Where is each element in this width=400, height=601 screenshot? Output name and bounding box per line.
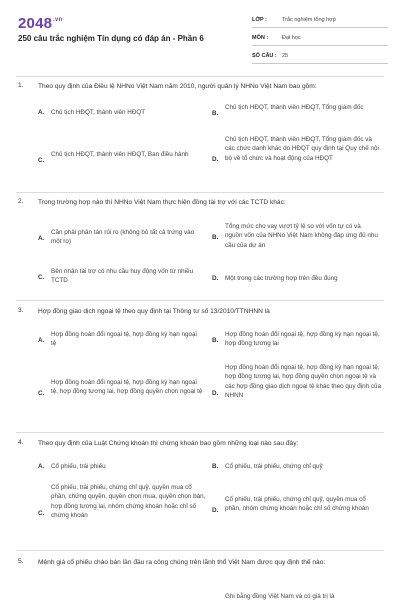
option-text: Cổ phiếu, trái phiếu xyxy=(51,463,106,470)
option-letter: D. xyxy=(212,390,219,397)
option-text: Hợp đồng hoán đổi ngoại tệ, hợp đồng kỳ hạn ngoại tệ, hợp đồng tương lai xyxy=(225,331,380,348)
option-text: Chủ tịch HĐQT, thành viên HĐQT, Tổng giám đốc và các chức danh khác do HĐQT quy định tại Quy chế nội bộ về tổ chức và hoạt động của HĐQT xyxy=(225,136,379,162)
option-letter: B. xyxy=(212,337,219,344)
divider xyxy=(16,192,384,193)
option-letter: D. xyxy=(212,156,219,163)
option-letter: A. xyxy=(38,235,45,242)
question-text: Trong trường hợp nào thì NHNo Việt Nam thực hiện đồng tài trợ với các TCTD khác: xyxy=(38,199,286,206)
option-letter: C. xyxy=(38,510,45,517)
option-letter: C. xyxy=(38,390,45,397)
meta-key: LỚP : xyxy=(252,16,267,23)
document-header xyxy=(0,0,400,66)
option-text: Một trong các trường hợp trên đều đúng xyxy=(225,275,338,282)
logo-suffix: .vn xyxy=(53,17,63,23)
option-text: Cổ phiếu, trái phiếu, chứng chỉ quỹ, quyền mua cổ phần, nhóm chứng khoán hoặc chỉ số chứng khoán xyxy=(225,496,369,513)
question-text: Mệnh giá cổ phiếu chào bán lần đầu ra công chúng trên lãnh thổ Việt Nam được quy định thế nào: xyxy=(38,559,326,566)
option-text: Cổ phiếu, trái phiếu, chứng chỉ quỹ xyxy=(225,463,323,470)
option-text: Chủ tịch HĐQT, thành viên HĐQT xyxy=(51,109,146,116)
meta-row-class xyxy=(252,12,388,28)
question-text: Hợp đồng giao dịch ngoại tệ theo quy định tại Thông tư số 13/2010/TTNHNN là xyxy=(38,308,270,315)
option-letter: C. xyxy=(38,274,45,281)
question-number: 2. xyxy=(18,198,24,205)
question-text: Theo quy định của Điều lệ NHNo Việt Nam năm 2010, người quản lý NHNo Việt Nam bao gồm: xyxy=(38,83,317,90)
option-text: Hợp đồng hoán đổi ngoại tệ, hợp đồng kỳ hạn ngoại tệ, hợp đồng tương lai, hợp đồng quyền chọn ngoại tệ xyxy=(51,379,203,396)
logo-text: 2048 xyxy=(18,15,53,32)
option-letter: B. xyxy=(212,110,219,117)
option-text: Ghi bằng đồng Việt Nam và có giá trị là xyxy=(225,593,335,600)
option-letter: D. xyxy=(212,507,219,514)
option-text: Chủ tịch HĐQT, thành viên HĐQT, Tổng giám đốc xyxy=(225,104,364,111)
meta-value: 25 xyxy=(282,52,289,59)
divider xyxy=(16,76,384,77)
meta-row-count xyxy=(252,48,388,64)
question-number: 5. xyxy=(18,558,24,565)
option-text: Cổ phiếu, trái phiếu, chứng chỉ quỹ, quyền mua cổ phần, chứng quyền, quyền chọn mua, quyền chọn bán, hợp đồng tương lai, nhóm chứng khoán hoặc chỉ số chứng khoán xyxy=(51,484,206,520)
site-logo[interactable] xyxy=(18,15,62,32)
divider xyxy=(16,300,384,301)
option-letter: B. xyxy=(212,463,219,470)
option-text: Cần phải phân tán rủi ro (không bỏ tất cả trứng vào một rọ) xyxy=(51,229,195,246)
option-letter: C. xyxy=(38,157,45,164)
meta-key: SỐ CÂU : xyxy=(252,52,277,59)
question-number: 1. xyxy=(18,82,24,89)
option-text: Hợp đồng hoán đổi ngoại tệ, hợp đồng kỳ hạn ngoại tệ, hợp đồng tương lai, hợp đồng quyền chọn ngoại tệ và các hợp đồng giao dịch ngoại tệ khác theo quy định của NHNN xyxy=(225,364,382,400)
option-letter: D. xyxy=(212,275,219,282)
option-letter: A. xyxy=(38,337,45,344)
option-text: Chủ tịch HĐQT, thành viên HĐQT, Ban điều hành xyxy=(51,151,189,158)
question-text: Theo quy định của Luật Chứng khoán thì chứng khoán bao gồm những loại nào sau đây: xyxy=(38,440,299,447)
meta-key: MÔN : xyxy=(252,34,269,41)
option-letter: B. xyxy=(212,234,219,241)
divider xyxy=(16,550,384,551)
meta-row-subject xyxy=(252,30,388,46)
meta-table xyxy=(252,12,388,64)
option-letter: A. xyxy=(38,109,45,116)
meta-value: Đại học xyxy=(282,34,301,41)
option-text: Hợp đồng hoán đổi ngoại tệ, hợp đồng kỳ hạn ngoại tệ xyxy=(51,331,197,348)
option-text: Tổng mức cho vay vượt tỷ lệ so với vốn tự có và nguồn vốn của NHNo Việt Nam không đáp ứng đủ nhu cầu của dự án xyxy=(225,223,378,249)
option-letter: A. xyxy=(38,463,45,470)
document-title: 250 câu trắc nghiệm Tín dụng có đáp án - Phần 6 xyxy=(18,34,204,43)
option-text: Bên nhận tài trợ có nhu cầu huy động vốn từ nhiều TCTD xyxy=(51,268,194,285)
divider xyxy=(16,432,384,433)
meta-value: Trắc nghiệm tổng hợp xyxy=(282,16,336,23)
question-number: 4. xyxy=(18,439,24,446)
question-number: 3. xyxy=(18,307,24,314)
